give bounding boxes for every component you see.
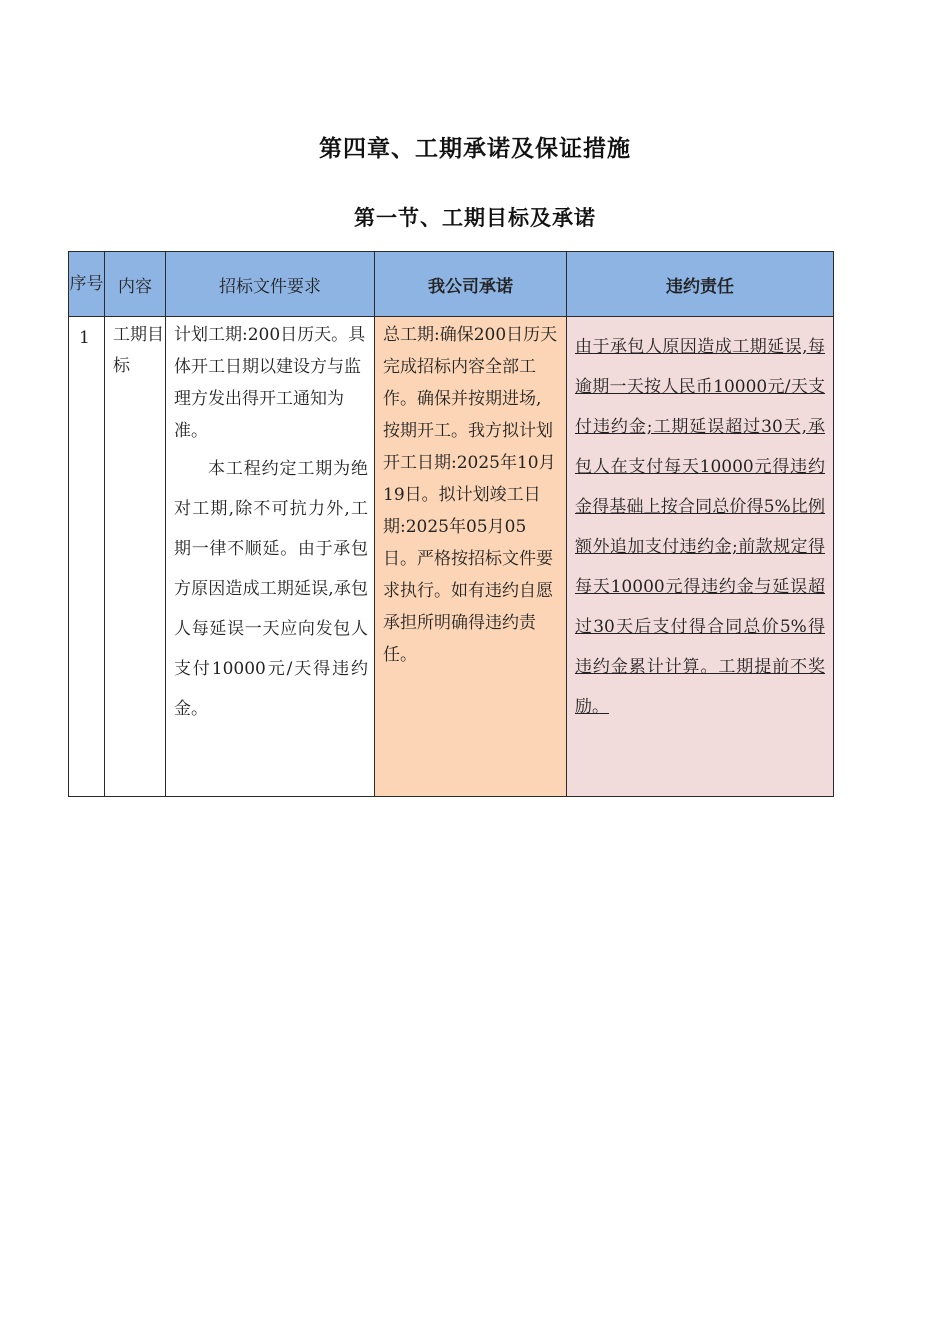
header-content: 内容 [105, 252, 166, 317]
cell-seq: 1 [69, 317, 105, 797]
chapter-title: 第四章、工期承诺及保证措施 [319, 135, 631, 162]
header-seq: 序号 [69, 252, 105, 317]
header-liability: 违约责任 [567, 252, 834, 317]
section-title: 第一节、工期目标及承诺 [354, 205, 596, 230]
cell-promise: 总工期:确保200日历天完成招标内容全部工作。确保并按期进场,按期开工。我方拟计划开工日期:2025年10月19日。拟计划竣工日期:2025年05月05日。严格按招标文件要求执行。如有违约自愿承担所明确得违约责任。 [375, 317, 567, 797]
cell-content: 工期目标 [105, 317, 166, 797]
table-header-row [69, 252, 834, 317]
header-promise: 我公司承诺 [375, 252, 567, 317]
header-requirement: 招标文件要求 [166, 252, 375, 317]
schedule-commitment-table [68, 251, 834, 797]
cell-liability [567, 317, 834, 797]
liability-text: 由于承包人原因造成工期延误,每逾期一天按人民币10000元/天支付违约金;工期延误超过30天,承包人在支付每天10000元得违约金得基础上按合同总价得5%比例额外追加支付违约金;前款规定得每天10000元得违约金与延误超过30天后支付得合同总价5%得违约金累计计算。工期提前不奖励。 [575, 337, 825, 717]
table-row [69, 317, 834, 797]
requirement-paragraph-1: 计划工期:200日历天。具体开工日期以建设方与监理方发出得开工通知为准。 [174, 325, 366, 441]
requirement-paragraph-2: 本工程约定工期为绝对工期,除不可抗力外,工期一律不顺延。由于承包方原因造成工期延误,承包人每延误一天应向发包人支付10000元/天得违约金。 [174, 459, 368, 719]
cell-requirement [166, 317, 375, 797]
